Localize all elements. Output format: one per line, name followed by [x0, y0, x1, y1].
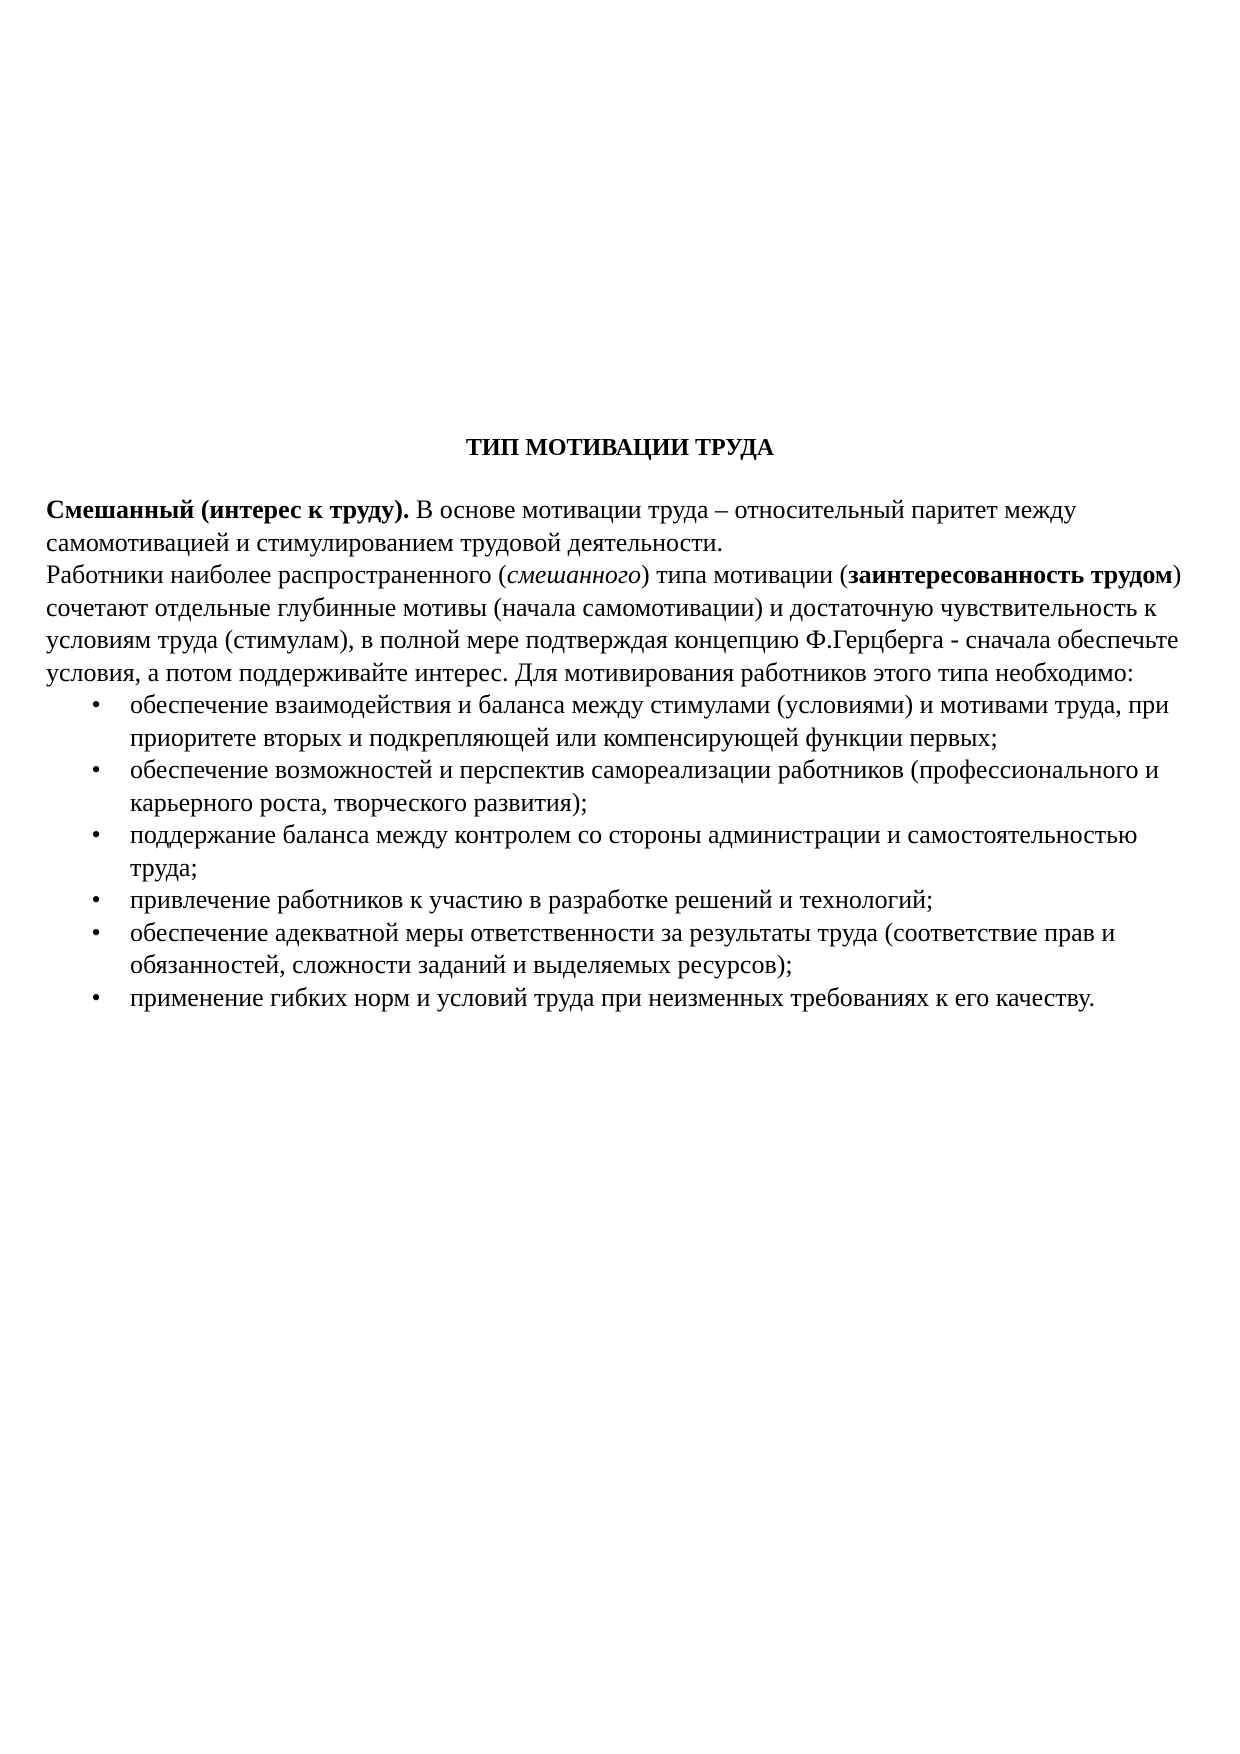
list-item-text: привлечение работников к участию в разработке решений и технологий; — [130, 885, 934, 914]
main-paragraph-bold: заинтересованность трудом — [848, 560, 1173, 589]
bullet-icon: • — [91, 917, 101, 947]
list-item — [91, 689, 1196, 754]
list-item-text: применение гибких норм и условий труда при неизменных требованиях к его качеству. — [130, 982, 1095, 1012]
list-item — [91, 982, 1196, 1015]
list-item-text: обеспечение возможностей и перспектив самореализации работников (профессионального и карьерного роста, творческого развития); — [130, 755, 1159, 817]
intro-lead-bold: Смешанный (интерес к труду). — [46, 495, 410, 524]
bullet-icon: • — [91, 690, 101, 719]
main-paragraph — [46, 559, 1196, 689]
main-paragraph-part2: ) типа мотивации ( — [641, 560, 849, 589]
document-body — [46, 494, 1196, 1014]
bullet-icon: • — [91, 885, 101, 914]
bullet-icon: • — [91, 982, 101, 1012]
list-item-text: поддержание баланса между контролем со стороны администрации и самостоятельностью труда; — [130, 820, 1138, 882]
main-paragraph-italic: смешанного — [506, 560, 642, 589]
document-title: ТИП МОТИВАЦИИ ТРУДА — [465, 435, 775, 461]
requirements-list — [46, 689, 1196, 1014]
list-item — [91, 917, 1196, 982]
main-paragraph-part3: ) сочетают отдельные глубинные мотивы (начала самомотивации) и достаточную чувствительность к условиям труда (стимулам), в полной мере подтверждая концепцию Ф.Герцберга - сначала обеспечьте условия, а потом поддерживайте интерес. Для мотивирования работников этого типа необходимо: — [46, 560, 1182, 687]
bullet-icon: • — [91, 755, 101, 784]
list-item — [91, 754, 1196, 819]
list-item-text: обеспечение адекватной меры ответственности за результаты труда (соответствие прав и обязанностей, сложности заданий и выделяемых ресурсов); — [130, 917, 1116, 979]
list-item — [91, 884, 1196, 917]
main-paragraph-part1: Работники наиболее распространенного ( — [46, 560, 507, 589]
list-item — [91, 819, 1196, 884]
intro-lead-text: В основе мотивации труда – относительный паритет между самомотивацией и стимулированием трудовой деятельности. — [46, 495, 1077, 557]
intro-paragraph — [46, 494, 1196, 559]
list-item-text: обеспечение взаимодействия и баланса между стимулами (условиями) и мотивами труда, при приоритете вторых и подкрепляющей или компенсирующей функции первых; — [130, 690, 1170, 752]
bullet-icon: • — [91, 820, 101, 849]
